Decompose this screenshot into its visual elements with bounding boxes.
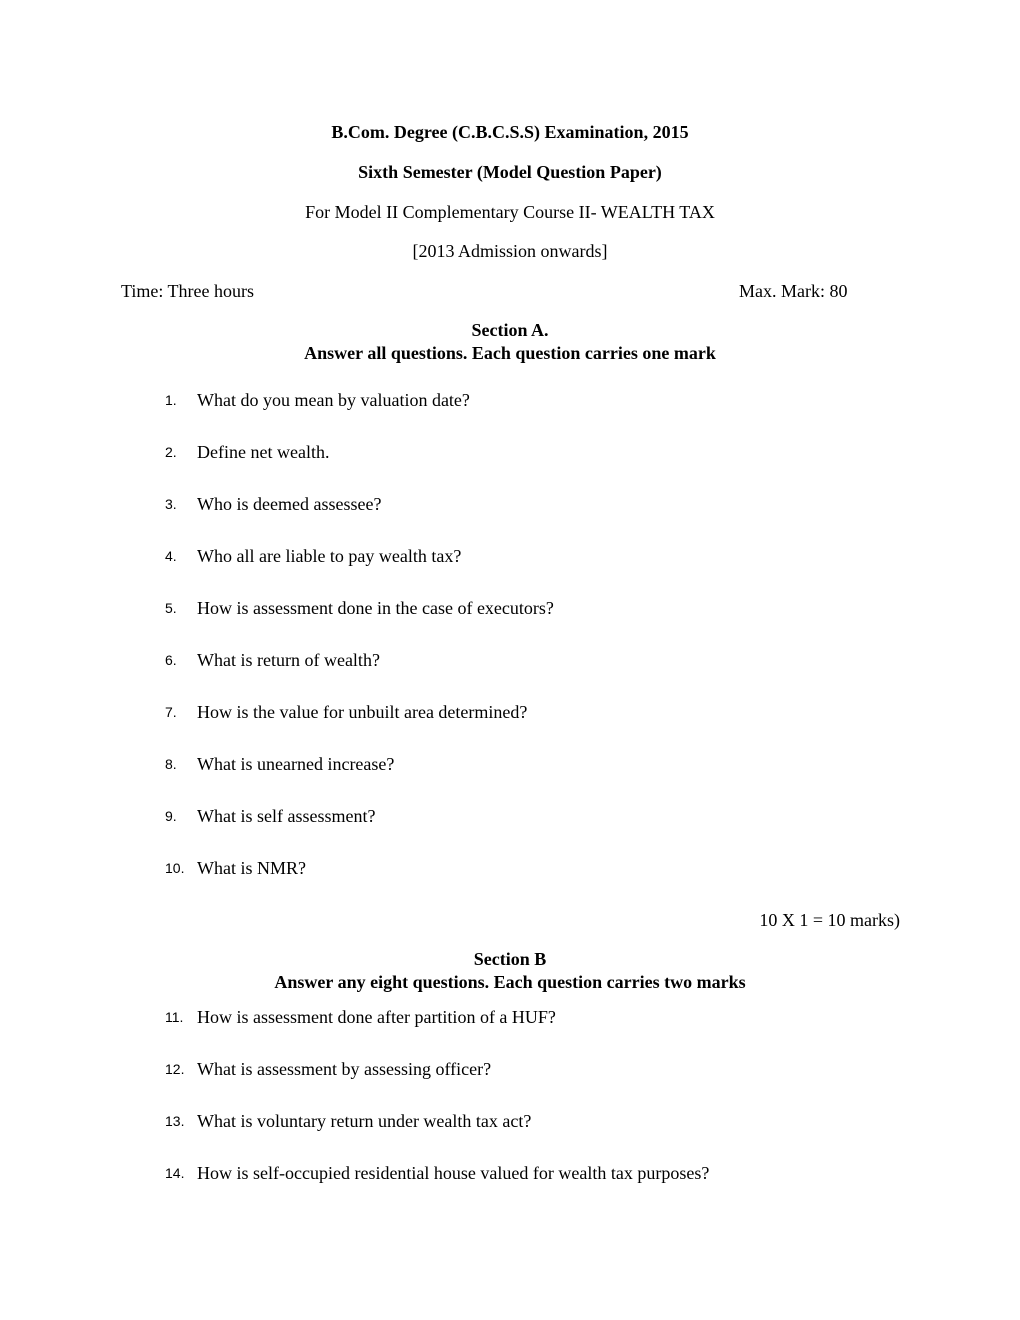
question-text: Define net wealth. bbox=[197, 442, 330, 462]
question-number: 9. bbox=[165, 808, 177, 824]
section-a-instruction: Answer all questions. Each question carries one mark bbox=[304, 343, 716, 363]
time-label: Time: Three hours bbox=[121, 281, 254, 301]
course-title: For Model II Complementary Course II- WEALTH TAX bbox=[305, 202, 715, 222]
section-b-title: Section B bbox=[473, 949, 547, 969]
question-number: 7. bbox=[165, 704, 177, 720]
question-item bbox=[0, 650, 1020, 674]
question-item bbox=[0, 1007, 1020, 1031]
question-text: What is unearned increase? bbox=[197, 754, 395, 774]
section-b-instruction: Answer any eight questions. Each question carries two marks bbox=[274, 972, 746, 992]
admission-note: [2013 Admission onwards] bbox=[412, 241, 608, 261]
question-text: What do you mean by valuation date? bbox=[197, 390, 470, 410]
question-text: Who is deemed assessee? bbox=[197, 494, 382, 514]
question-item bbox=[0, 390, 1020, 414]
question-item bbox=[0, 598, 1020, 622]
question-text: How is self-occupied residential house valued for wealth tax purposes? bbox=[197, 1163, 710, 1183]
question-number: 3. bbox=[165, 496, 177, 512]
question-number: 4. bbox=[165, 548, 177, 564]
question-number: 12. bbox=[165, 1061, 185, 1077]
question-item bbox=[0, 702, 1020, 726]
question-text: How is the value for unbuilt area determined? bbox=[197, 702, 528, 722]
question-number: 13. bbox=[165, 1113, 185, 1129]
question-text: What is NMR? bbox=[197, 858, 306, 878]
question-item bbox=[0, 858, 1020, 882]
question-number: 2. bbox=[165, 444, 177, 460]
section-a-marks: 10 X 1 = 10 marks) bbox=[759, 910, 900, 930]
question-item bbox=[0, 494, 1020, 518]
exam-title: B.Com. Degree (C.B.C.S.S) Examination, 2015 bbox=[331, 122, 689, 142]
question-item bbox=[0, 1163, 1020, 1187]
max-mark-label: Max. Mark: 80 bbox=[739, 281, 848, 301]
question-text: How is assessment done after partition of a HUF? bbox=[197, 1007, 556, 1027]
question-item bbox=[0, 442, 1020, 466]
question-number: 11. bbox=[165, 1009, 184, 1025]
question-item bbox=[0, 1059, 1020, 1083]
question-number: 8. bbox=[165, 756, 177, 772]
question-number: 5. bbox=[165, 600, 177, 616]
question-item bbox=[0, 1111, 1020, 1135]
question-number: 6. bbox=[165, 652, 177, 668]
question-number: 1. bbox=[165, 392, 177, 408]
question-text: How is assessment done in the case of executors? bbox=[197, 598, 554, 618]
semester-title: Sixth Semester (Model Question Paper) bbox=[358, 162, 662, 182]
question-item bbox=[0, 806, 1020, 830]
question-text: What is assessment by assessing officer? bbox=[197, 1059, 492, 1079]
question-number: 14. bbox=[165, 1165, 185, 1181]
question-text: What is voluntary return under wealth tax act? bbox=[197, 1111, 532, 1131]
question-number: 10. bbox=[165, 860, 185, 876]
question-text: What is self assessment? bbox=[197, 806, 376, 826]
section-a-title: Section A. bbox=[471, 320, 549, 340]
question-text: Who all are liable to pay wealth tax? bbox=[197, 546, 462, 566]
question-text: What is return of wealth? bbox=[197, 650, 380, 670]
question-item bbox=[0, 754, 1020, 778]
question-item bbox=[0, 546, 1020, 570]
